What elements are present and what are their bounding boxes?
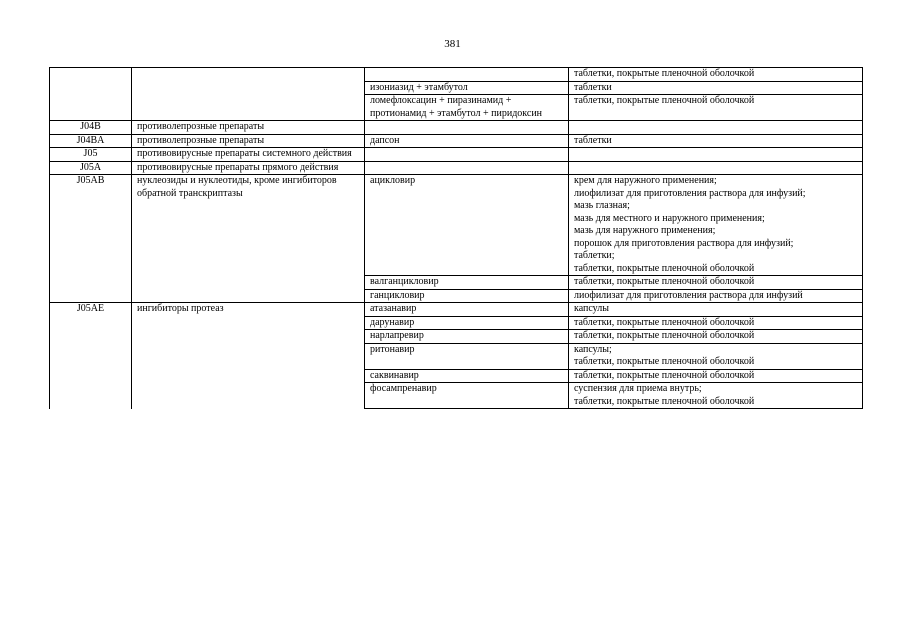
drug-table-body bbox=[50, 68, 863, 409]
dosage-form-cell bbox=[569, 316, 863, 330]
dosage-form-line: таблетки; bbox=[574, 250, 615, 261]
drug-table bbox=[49, 67, 863, 409]
drug-name-cell: ацикловир bbox=[365, 175, 569, 276]
dosage-form-cell bbox=[569, 134, 863, 148]
dosage-form-line: порошок для приготовления раствора для инфузий; bbox=[574, 237, 794, 249]
dosage-form-cell bbox=[569, 68, 863, 82]
dosage-form-line: таблетки, покрытые пленочной оболочкой bbox=[574, 356, 755, 367]
drug-name-cell bbox=[365, 121, 569, 135]
drug-name-cell: дарунавир bbox=[365, 316, 569, 330]
table-row bbox=[50, 134, 863, 148]
dosage-form-line: таблетки, покрытые пленочной оболочкой bbox=[574, 276, 755, 287]
table-row bbox=[50, 68, 863, 82]
dosage-form-line: капсулы; bbox=[574, 343, 612, 355]
dosage-form-line: таблетки, покрытые пленочной оболочкой bbox=[574, 330, 755, 341]
page-number: 381 bbox=[444, 38, 461, 50]
group-name-cell: ингибиторы протеаз bbox=[132, 303, 365, 409]
drug-name-cell bbox=[365, 148, 569, 162]
drug-name-cell: дапсон bbox=[365, 134, 569, 148]
dosage-form-cell bbox=[569, 276, 863, 290]
dosage-form-cell bbox=[569, 95, 863, 121]
group-name-cell: противовирусные препараты системного действия bbox=[132, 148, 365, 162]
dosage-form-line: суспензия для приема внутрь; bbox=[574, 383, 702, 394]
drug-name-cell: атазанавир bbox=[365, 303, 569, 317]
dosage-form-cell bbox=[569, 121, 863, 135]
dosage-form-line: таблетки bbox=[574, 134, 612, 146]
atc-code-cell: J05AB bbox=[50, 175, 132, 303]
group-name-cell bbox=[132, 68, 365, 121]
dosage-form-cell bbox=[569, 161, 863, 175]
dosage-form-line: крем для наружного применения; bbox=[574, 175, 717, 186]
dosage-form-line: лиофилизат для приготовления раствора для инфузий bbox=[574, 289, 803, 301]
dosage-form-cell bbox=[569, 343, 863, 369]
dosage-form-cell bbox=[569, 175, 863, 276]
dosage-form-line: таблетки, покрытые пленочной оболочкой bbox=[574, 68, 755, 79]
drug-name-cell: ганцикловир bbox=[365, 289, 569, 303]
table-row bbox=[50, 161, 863, 175]
dosage-form-line: таблетки, покрытые пленочной оболочкой bbox=[574, 95, 755, 106]
dosage-form-line: таблетки, покрытые пленочной оболочкой bbox=[574, 262, 755, 274]
drug-name-cell: ломефлоксацин + пиразинамид + протионамид + этамбутол + пиридоксин bbox=[365, 95, 569, 121]
atc-code-cell: J05 bbox=[50, 148, 132, 162]
group-name-cell: противолепрозные препараты bbox=[132, 121, 365, 135]
dosage-form-cell bbox=[569, 289, 863, 303]
dosage-form-cell bbox=[569, 330, 863, 344]
dosage-form-line: капсулы bbox=[574, 303, 609, 314]
group-name-cell: противовирусные препараты прямого действия bbox=[132, 161, 365, 175]
dosage-form-line: таблетки bbox=[574, 81, 612, 93]
drug-name-cell bbox=[365, 161, 569, 175]
dosage-form-cell bbox=[569, 303, 863, 317]
drug-name-cell: изониазид + этамбутол bbox=[365, 81, 569, 95]
dosage-form-line: мазь для местного и наружного применения; bbox=[574, 212, 765, 224]
atc-code-cell bbox=[50, 68, 132, 121]
dosage-form-line: таблетки, покрытые пленочной оболочкой bbox=[574, 369, 755, 381]
drug-name-cell: ритонавир bbox=[365, 343, 569, 369]
dosage-form-cell bbox=[569, 383, 863, 409]
drug-name-cell: валганцикловир bbox=[365, 276, 569, 290]
dosage-form-line: лиофилизат для приготовления раствора для инфузий; bbox=[574, 187, 806, 199]
dosage-form-cell bbox=[569, 369, 863, 383]
atc-code-cell: J04B bbox=[50, 121, 132, 135]
atc-code-cell: J04BA bbox=[50, 134, 132, 148]
drug-name-cell: фосампренавир bbox=[365, 383, 569, 409]
group-name-cell: противолепрозные препараты bbox=[132, 134, 365, 148]
dosage-form-line: мазь глазная; bbox=[574, 200, 630, 211]
table-row bbox=[50, 175, 863, 276]
dosage-form-cell bbox=[569, 81, 863, 95]
table-row bbox=[50, 121, 863, 135]
dosage-form-line: таблетки, покрытые пленочной оболочкой bbox=[574, 316, 755, 328]
table-row bbox=[50, 303, 863, 317]
drug-name-cell: нарлапревир bbox=[365, 330, 569, 344]
drug-name-cell: саквинавир bbox=[365, 369, 569, 383]
table-row bbox=[50, 148, 863, 162]
atc-code-cell: J05A bbox=[50, 161, 132, 175]
drug-name-cell bbox=[365, 68, 569, 82]
group-name-cell: нуклеозиды и нуклеотиды, кроме ингибиторов обратной транскриптазы bbox=[132, 175, 365, 303]
dosage-form-line: мазь для наружного применения; bbox=[574, 225, 716, 236]
atc-code-cell: J05AE bbox=[50, 303, 132, 409]
dosage-form-cell bbox=[569, 148, 863, 162]
dosage-form-line: таблетки, покрытые пленочной оболочкой bbox=[574, 395, 755, 407]
